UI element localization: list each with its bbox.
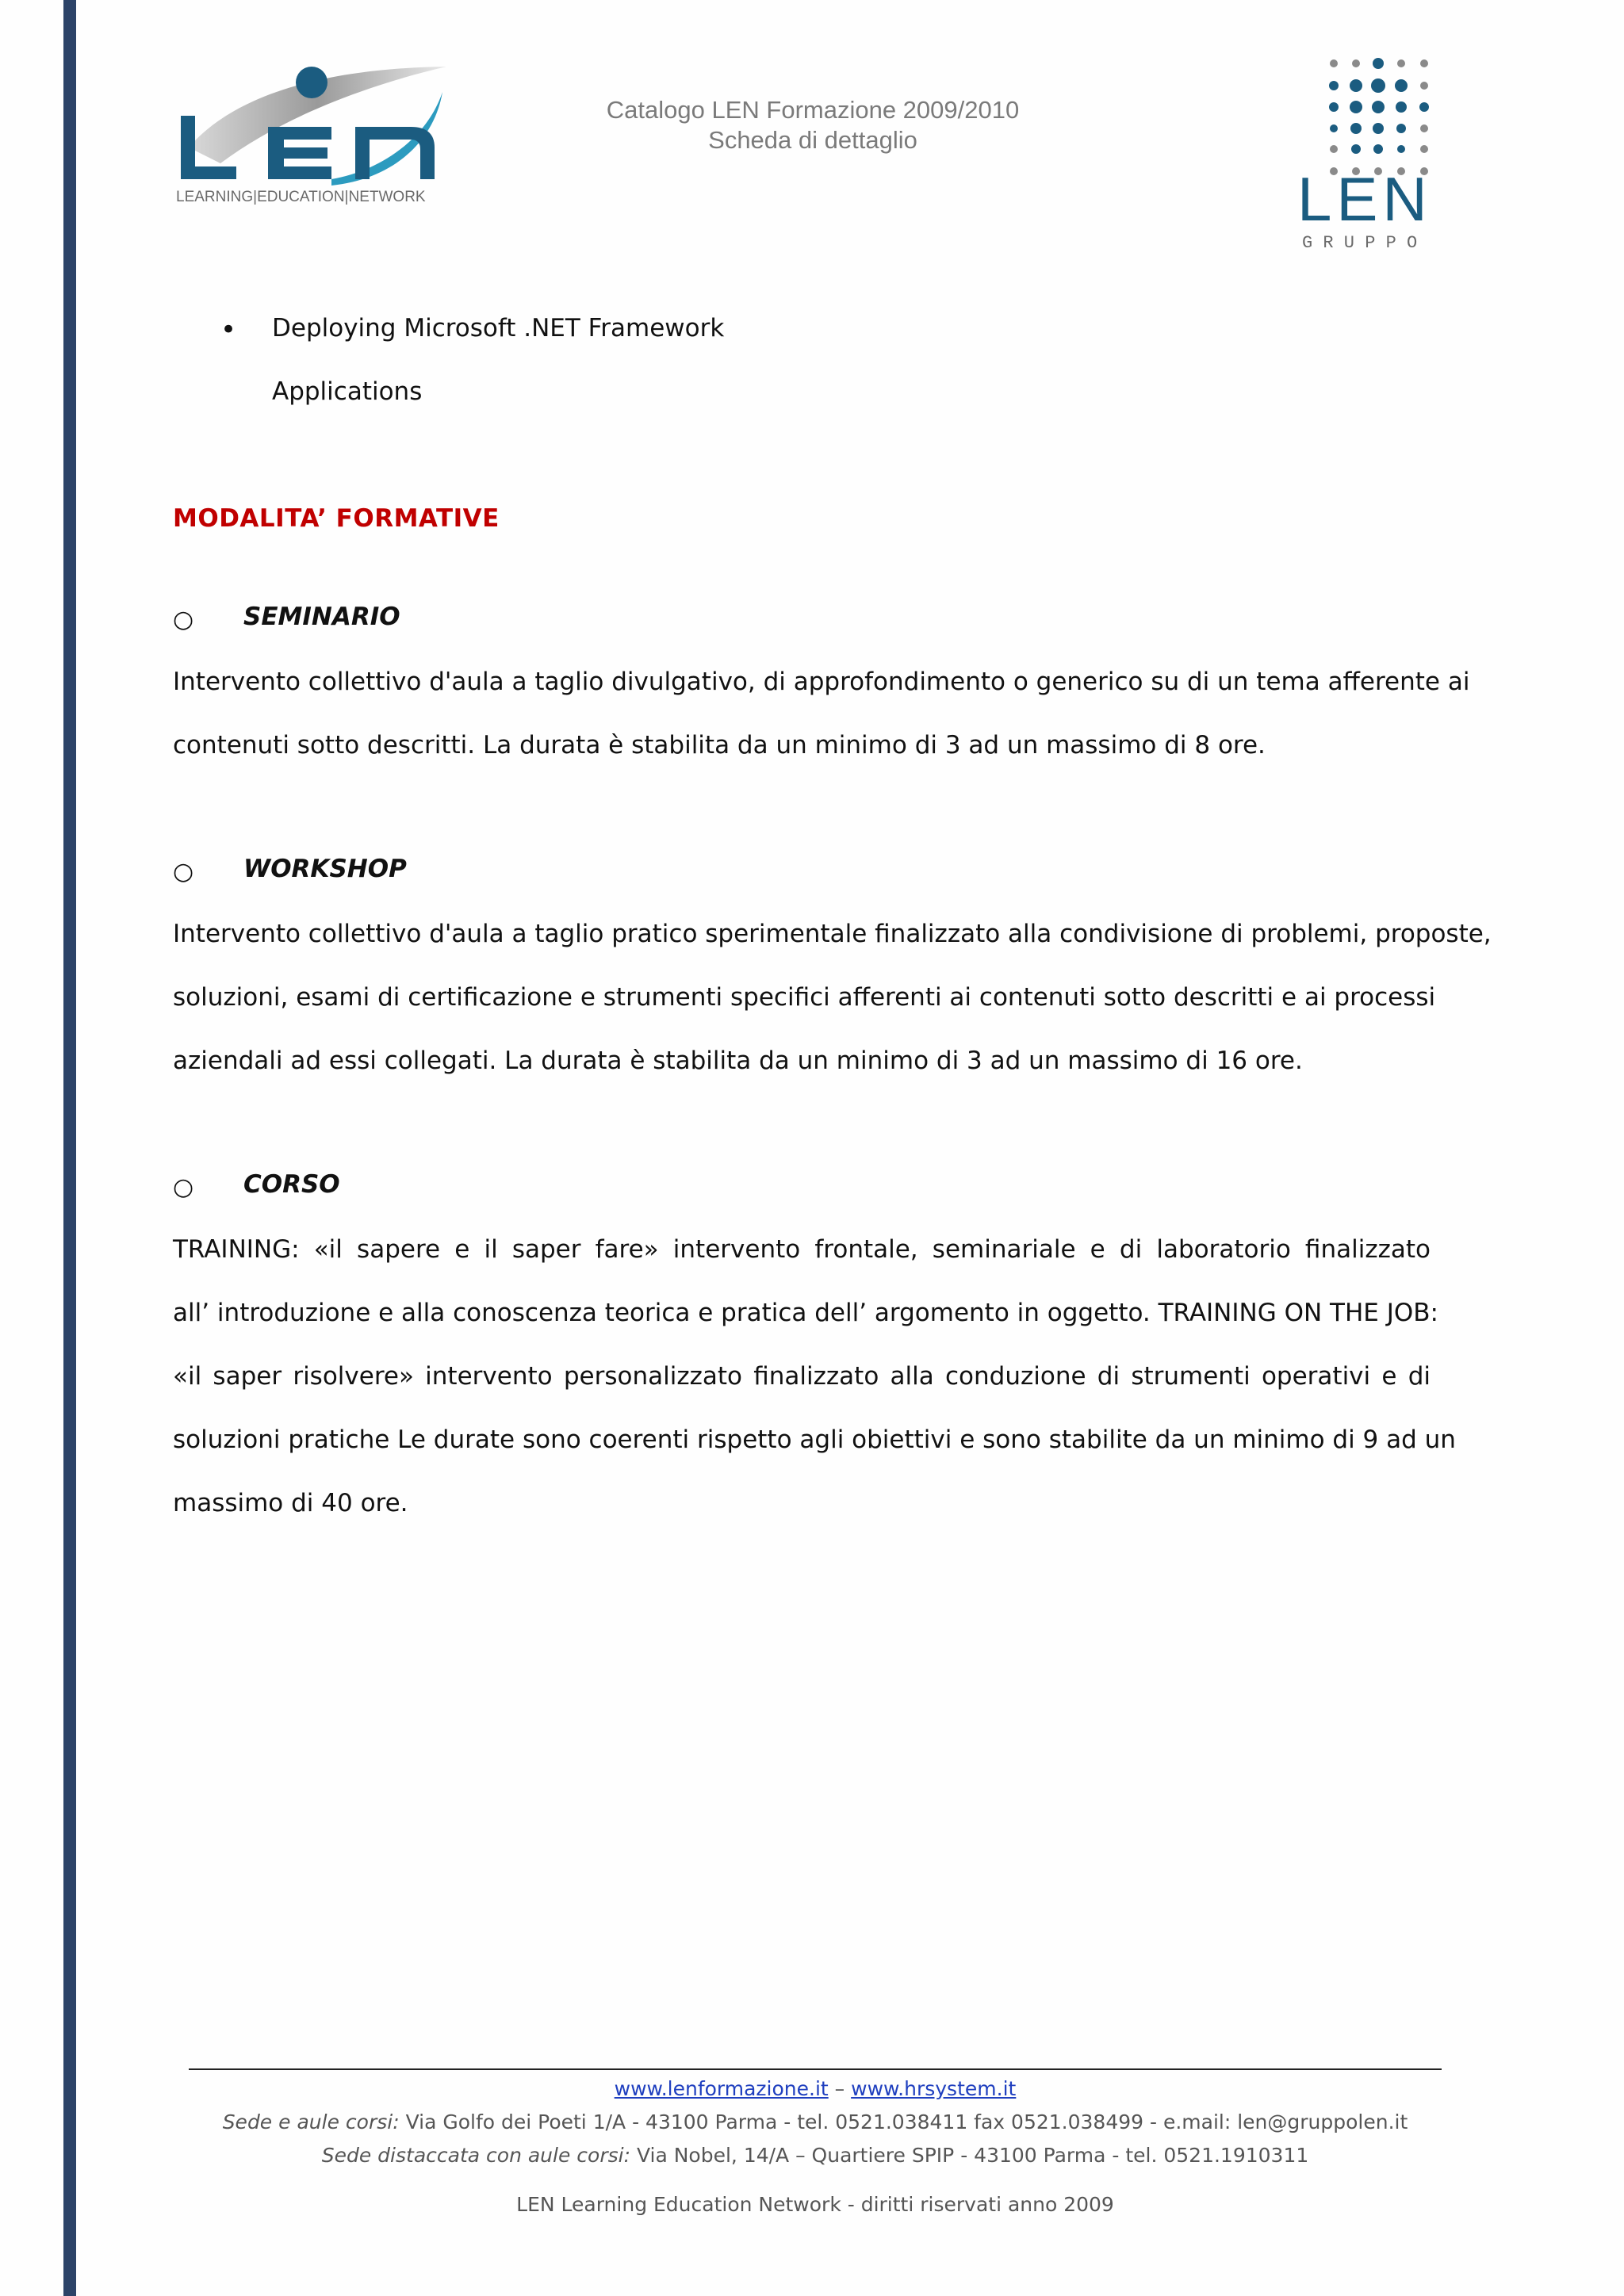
logo-right-sub: G R U P P O	[1302, 233, 1418, 253]
paragraph-seminario	[173, 650, 1470, 777]
left-sidebar-bar	[63, 0, 76, 2296]
footer-sede	[189, 2110, 1442, 2133]
subsection-title-workshop: WORKSHOP	[243, 855, 407, 883]
footer-sede2-label: Sede distaccata con aule corsi:	[321, 2144, 631, 2167]
paragraph-workshop	[173, 902, 1492, 1093]
paragraph-line: Intervento collettivo d'aula a taglio divulgativo, di approfondimento o generico su di un tema afferente ai	[173, 668, 1470, 696]
footer-link-lenformazione[interactable]: www.lenformazione.it	[614, 2077, 829, 2100]
footer-sede-label: Sede e aule corsi:	[222, 2110, 400, 2133]
logo-right-word: LEN	[1297, 164, 1432, 234]
circle-bullet-icon: ○	[173, 858, 194, 886]
section-title-modalita: MODALITA’ FORMATIVE	[173, 504, 500, 533]
catalog-subtitle: Scheda di dettaglio	[708, 126, 917, 154]
bullet-item-line1: Deploying Microsoft .NET Framework	[272, 314, 725, 342]
subsection-title-corso: CORSO	[243, 1170, 340, 1199]
circle-bullet-icon: ○	[173, 1173, 194, 1201]
header-title-block	[555, 95, 1071, 155]
paragraph-line: all’ introduzione e alla conoscenza teorica e pratica dell’ argomento in oggetto. TRAINING ON THE JOB:	[173, 1299, 1438, 1327]
paragraph-line: «il saper risolvere» intervento personalizzato finalizzato alla conduzione di strumenti operativi e di	[173, 1362, 1431, 1391]
paragraph-line: aziendali ad essi collegati. La durata è stabilita da un minimo di 3 ad un massimo di 16 ore.	[173, 1047, 1303, 1075]
bullet-item-line2: Applications	[272, 377, 423, 406]
footer-link-separator: –	[828, 2077, 852, 2100]
footer-divider	[189, 2068, 1442, 2070]
paragraph-line: TRAINING: «il sapere e il saper fare» intervento frontale, seminariale e di laboratorio finalizzato	[173, 1235, 1431, 1264]
footer-sede-distaccata	[189, 2144, 1442, 2167]
footer-sede2-text: Via Nobel, 14/A – Quartiere SPIP - 43100 Parma - tel. 0521.1910311	[630, 2144, 1309, 2167]
len-logo-left	[173, 60, 454, 206]
footer-copyright: LEN Learning Education Network - diritti riservati anno 2009	[516, 2193, 1114, 2216]
paragraph-corso	[173, 1218, 1456, 1535]
subsection-title-seminario: SEMINARIO	[243, 603, 400, 631]
paragraph-line: contenuti sotto descritti. La durata è stabilita da un minimo di 3 ad un massimo di 8 ore.	[173, 731, 1266, 760]
paragraph-line: soluzioni pratiche Le durate sono coerenti rispetto agli obiettivi e sono stabilite da un minimo di 9 ad un	[173, 1425, 1456, 1454]
len-gruppo-logo-right	[1293, 52, 1467, 258]
footer-links	[189, 2077, 1442, 2100]
circle-bullet-icon: ○	[173, 606, 194, 633]
paragraph-line: massimo di 40 ore.	[173, 1489, 408, 1517]
paragraph-line: Intervento collettivo d'aula a taglio pratico sperimentale finalizzato alla condivisione di problemi, proposte,	[173, 920, 1492, 948]
paragraph-line: soluzioni, esami di certificazione e strumenti specifici afferenti ai contenuti sotto descritti e ai processi	[173, 983, 1436, 1012]
footer-link-hrsystem[interactable]: www.hrsystem.it	[851, 2077, 1017, 2100]
logo-left-tagline: LEARNING|EDUCATION|NETWORK	[176, 189, 426, 205]
catalog-title: Catalogo LEN Formazione 2009/2010	[606, 96, 1020, 124]
footer-sede-text: Via Golfo dei Poeti 1/A - 43100 Parma - tel. 0521.038411 fax 0521.038499 - e.mail: len@gruppolen.it	[399, 2110, 1408, 2133]
bullet-dot: •	[220, 314, 237, 346]
